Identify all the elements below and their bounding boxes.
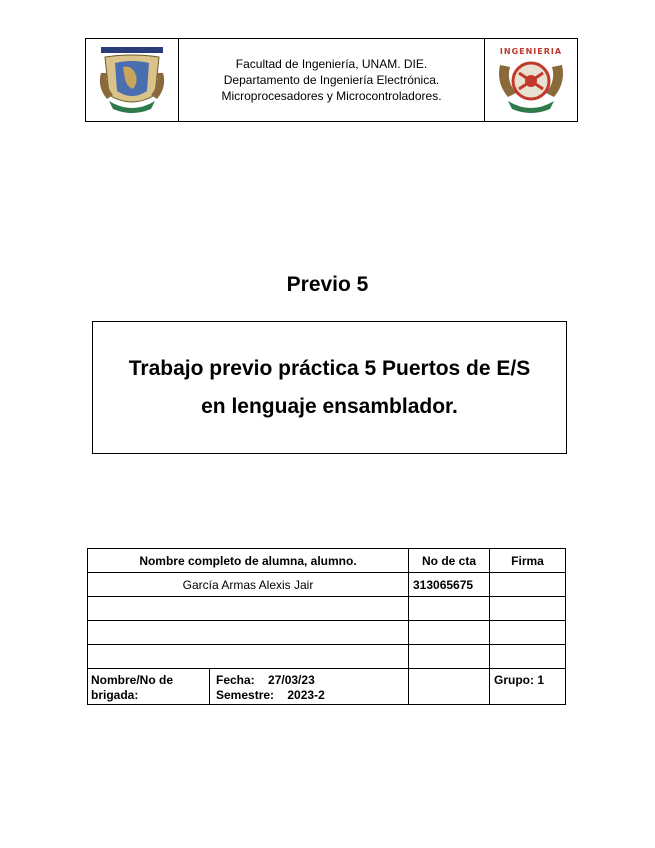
table-row — [88, 621, 566, 645]
header-text — [179, 39, 484, 121]
student-signature — [490, 573, 566, 597]
student-signature — [490, 621, 566, 645]
brigade-date-cell — [88, 669, 409, 705]
empty-footer-cell — [409, 669, 490, 705]
table-header-row — [88, 549, 566, 573]
table-footer-row — [88, 669, 566, 705]
student-name — [88, 645, 409, 669]
brigade-cell — [88, 669, 210, 704]
date-line — [216, 673, 402, 688]
practice-title-box — [92, 321, 567, 454]
student-signature — [490, 645, 566, 669]
date-value: 27/03/23 — [268, 673, 315, 687]
practice-title-line-1: Trabajo previo práctica 5 Puertos de E/S — [128, 356, 531, 380]
student-signature — [490, 597, 566, 621]
svg-text:INGENIERIA: INGENIERIA — [499, 47, 563, 56]
practice-title-line-2: en lenguaje ensamblador. — [201, 394, 458, 418]
date-label: Fecha: — [216, 673, 255, 687]
header-line-department: Departamento de Ingeniería Electrónica. — [223, 73, 440, 87]
group-cell: Grupo: 1 — [490, 669, 566, 705]
student-account: 313065675 — [409, 573, 490, 597]
student-info-table — [87, 548, 566, 705]
student-name — [88, 597, 409, 621]
student-account — [409, 597, 490, 621]
document-header — [85, 38, 578, 122]
header-line-faculty: Facultad de Ingeniería, UNAM. DIE. — [235, 57, 428, 71]
student-name — [88, 621, 409, 645]
brigade-label-line-2: brigada: — [91, 688, 139, 702]
header-line-course: Microprocesadores y Microcontroladores. — [221, 89, 442, 103]
ingenieria-seal-icon — [494, 43, 568, 117]
semester-line — [216, 688, 402, 703]
practice-number: Previo 5 — [286, 273, 369, 296]
table-row — [88, 597, 566, 621]
table-row — [88, 645, 566, 669]
ingenieria-logo-cell — [484, 39, 577, 121]
header-account: No de cta — [409, 549, 490, 573]
table-row — [88, 573, 566, 597]
unam-seal-icon — [95, 43, 169, 117]
unam-logo-cell — [86, 39, 179, 121]
semester-value: 2023-2 — [287, 688, 325, 702]
student-name: García Armas Alexis Jair — [88, 573, 409, 597]
date-cell — [210, 669, 408, 704]
brigade-label-line-1: Nombre/No de — [91, 673, 174, 687]
semester-label: Semestre: — [216, 688, 275, 702]
student-account — [409, 621, 490, 645]
header-signature: Firma — [490, 549, 566, 573]
header-name: Nombre completo de alumna, alumno. — [88, 549, 409, 573]
student-account — [409, 645, 490, 669]
